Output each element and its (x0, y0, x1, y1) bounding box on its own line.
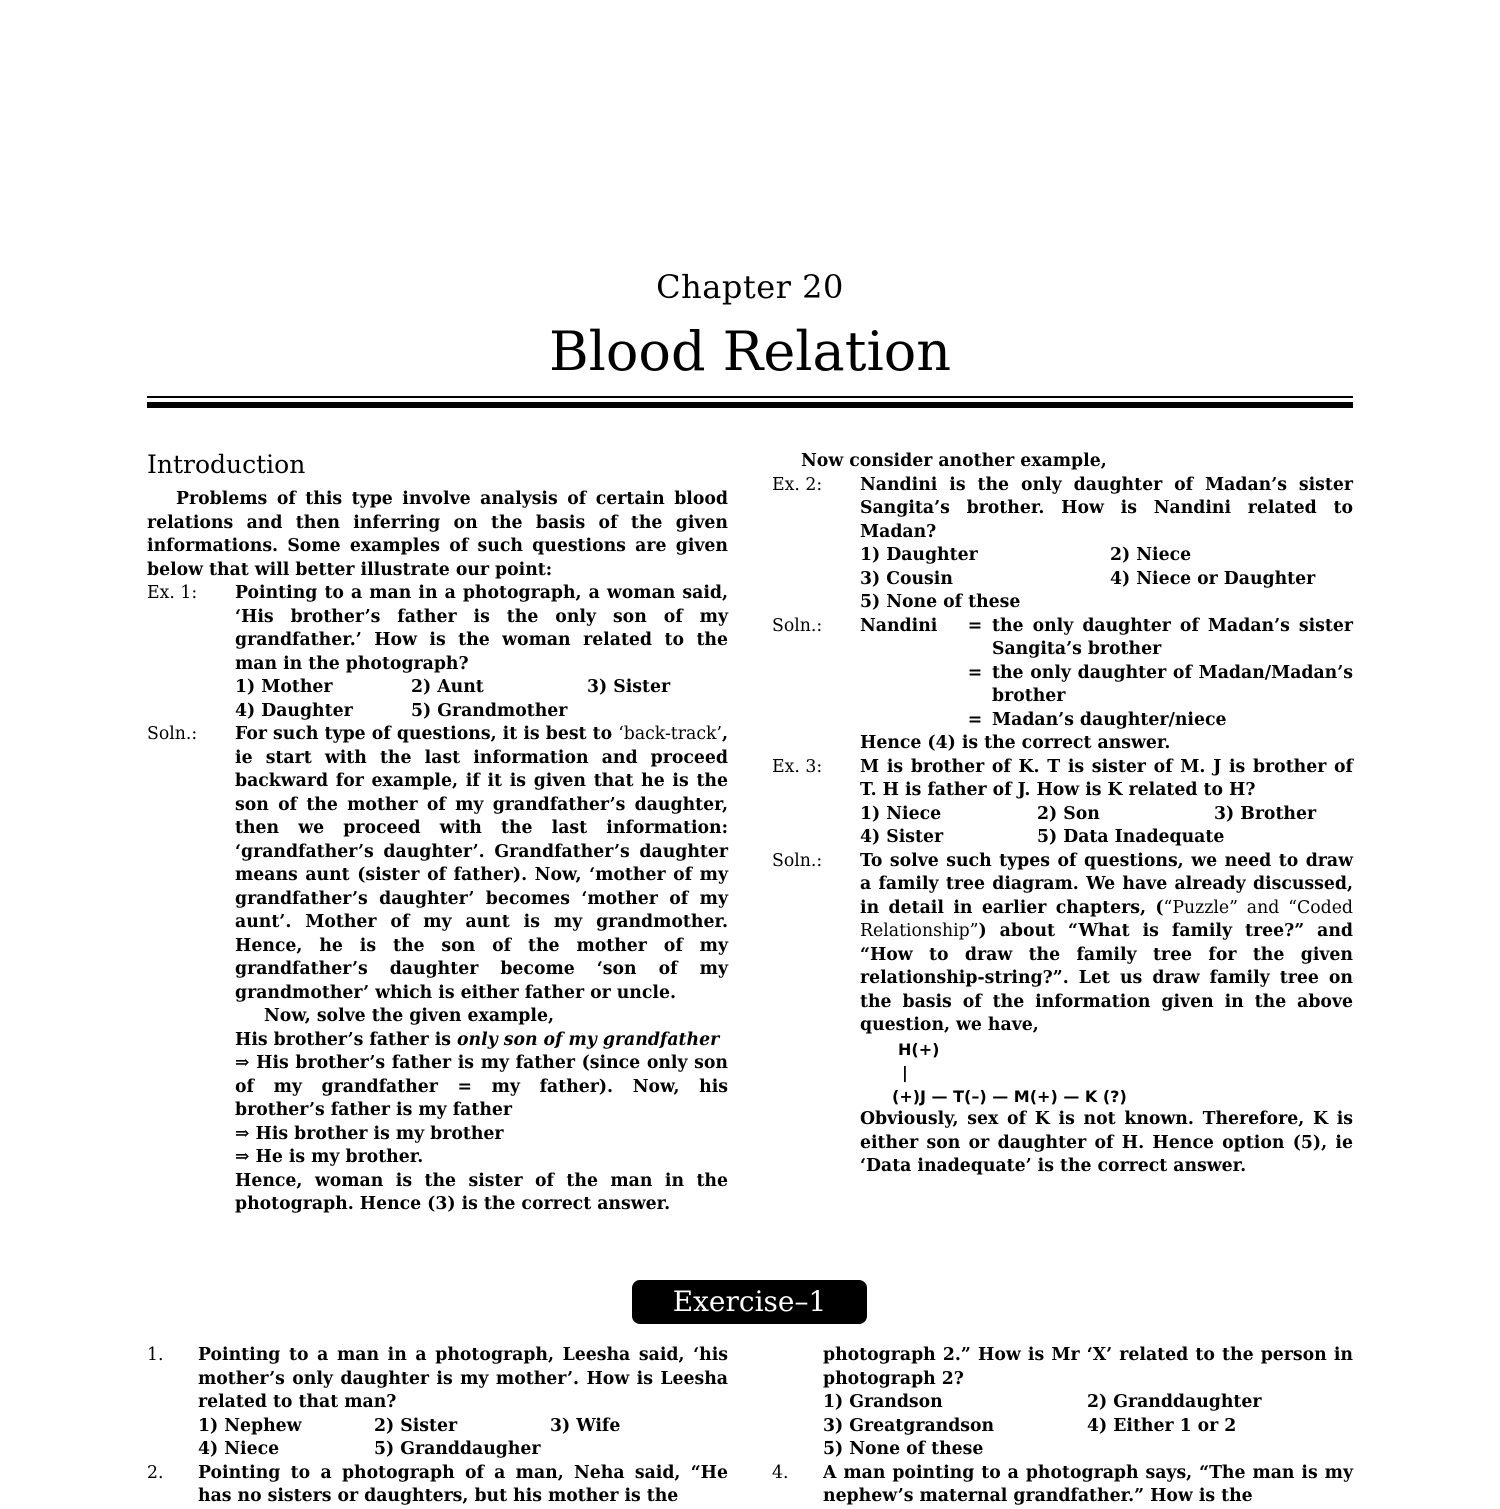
ex1-options-row1 (235, 676, 728, 700)
q1-number: 1. (147, 1345, 164, 1365)
q3-option-1: 1) Grandson (823, 1392, 943, 1412)
ex3-option-3: 3) Brother (1214, 803, 1317, 824)
soln2-line1: Nandini = the only daughter of Madan’s sister Sangita’s brother (860, 615, 1353, 659)
ex3-option-1: 1) Niece (860, 803, 942, 824)
q3-text: photograph 2.” How is Mr ‘X’ related to the person in photograph 2? (823, 1345, 1353, 1389)
ex1-option-5: 5) Grandmother (411, 700, 568, 721)
ex3-options-row2 (860, 826, 1353, 850)
exercise-banner: Exercise–1 (632, 1280, 867, 1324)
ex3-option-2: 2) Son (1037, 803, 1100, 824)
chapter-title: Blood Relation (548, 320, 952, 383)
soln3-para2: Obviously, sex of K is not known. Therefore, K is either son or daughter of H. Hence option (5), ie ‘Data inadequate’ is the correct answer. (860, 1109, 1353, 1176)
backtrack-term: ‘back-track’ (618, 724, 722, 744)
example-1 (147, 582, 728, 723)
ex2-option-3: 3) Cousin (860, 568, 953, 589)
ex2-options-row1 (860, 544, 1353, 568)
solution-3 (772, 850, 1353, 1179)
solution-1 (147, 723, 728, 1217)
q2-text: Pointing to a photograph of a man, Neha said, “He has no sisters or daughters, but his mother is the (198, 1462, 728, 1506)
q3-option-2: 2) Granddaughter (1087, 1392, 1262, 1412)
soln2-line2: = the only daughter of Madan/Madan’s brother (967, 662, 1353, 706)
ex2-question: Nandini is the only daughter of Madan’s sister Sangita’s brother. How is Nandini related to Madan? (860, 474, 1353, 542)
question-3-continued (823, 1344, 1353, 1462)
example-3 (772, 756, 1353, 850)
soln1-para1: For such type of questions, it is best to ‘back-track’, ie start with the last information and proceed backward for example, if it is given that he is the son of the mother of my grandfather’s daughter, then we proceed with the last information: ‘grandfather’s daughter’. Grandfather’s daughter means aunt (sister of father). Now, ‘mother of my grandfather’s daughter’ becomes ‘mother of my aunt’. Mother of my aunt is my grandmother. Hence, he is the son of the mother of my grandfather’s daughter become ‘son of my grandmother’ which is either father or uncle. (235, 724, 728, 1003)
ex2-option-1: 1) Daughter (860, 545, 978, 565)
ex1-label: Ex. 1: (147, 583, 198, 603)
q3-options-row3 (823, 1438, 1353, 1462)
ex3-options-row1 (860, 803, 1353, 827)
q1-options-row1 (198, 1415, 728, 1439)
question-1 (147, 1344, 728, 1462)
title-rule-thin (147, 396, 1353, 398)
soln3-para1: To solve such types of questions, we need to draw a family tree diagram. We have already discussed, in detail in earlier chapters, (“Puzzle” and “Coded Relationship”) about “What is family tree?” and “How to draw the family tree for the given relationship-string?”. Let us draw family tree on the basis of the information given in the above question, we have, (860, 850, 1353, 1035)
ex1-question: Pointing to a man in a photograph, a woman said, ‘His brother’s father is the only son of my grandfather.’ How is the woman related to the man in the photograph? (235, 583, 728, 674)
right-intro: Now consider another example, (801, 451, 1107, 471)
ex1-option-4: 4) Daughter (235, 700, 353, 721)
soln1-para4: ⇒ His brother’s father is my father (since only son of my grandfather = my father). Now, his brother’s father is my father (235, 1053, 728, 1120)
exercise-right-column (772, 1344, 1353, 1509)
q2-number: 2. (147, 1462, 164, 1483)
ex2-label: Ex. 2: (772, 474, 823, 495)
q3-options-row1 (823, 1391, 1353, 1415)
q3-option-3: 3) Greatgrandson (823, 1415, 995, 1436)
chapter-label: Chapter 20 (656, 268, 844, 306)
q4-text: A man pointing to a photograph says, “The man is my nephew’s maternal grandfather.” How is the (823, 1462, 1353, 1506)
q3-option-4: 4) Either 1 or 2 (1087, 1415, 1237, 1436)
tree-connector: | (902, 1063, 908, 1082)
solution-2 (772, 615, 1353, 756)
family-tree (892, 1038, 1353, 1109)
q1-option-5: 5) Granddaugher (374, 1439, 541, 1459)
q1-option-2: 2) Sister (374, 1415, 458, 1436)
soln3-label: Soln.: (772, 850, 823, 871)
ex2-option-5: 5) None of these (860, 592, 1021, 612)
chapter-reference: “Puzzle” and “Coded Relationship” (860, 897, 1353, 941)
soln1-para3: His brother’s father is only son of my grandfather (235, 1029, 720, 1050)
title-rule-thick (147, 402, 1353, 408)
ex2-options-row2 (860, 568, 1353, 592)
ex3-question: M is brother of K. T is sister of M. J is brother of T. H is father of J. How is K related to H? (860, 756, 1353, 800)
ex3-option-4: 4) Sister (860, 827, 944, 847)
example-2 (772, 474, 1353, 615)
intro-heading: Introduction (147, 450, 306, 479)
soln2-line3: = Madan’s daughter/niece (967, 709, 1227, 730)
tree-node-h: H(+) (898, 1039, 940, 1059)
q4-number: 4. (772, 1462, 789, 1483)
left-column (147, 450, 728, 1217)
question-2 (147, 1462, 728, 1509)
soln1-para5: ⇒ His brother is my brother (235, 1123, 504, 1144)
exercise-left-column (147, 1344, 728, 1509)
q3-options-row2 (823, 1415, 1353, 1439)
soln1-label: Soln.: (147, 724, 198, 744)
intro-paragraph: Problems of this type involve analysis of certain blood relations and then inferring on the basis of the given informations. Some examples of such questions are given below that will better illustrate our point: (147, 489, 728, 580)
ex3-option-5: 5) Data Inadequate (1037, 827, 1225, 847)
q1-options-row2 (198, 1438, 728, 1462)
soln1-para7: Hence, woman is the sister of the man in the photograph. Hence (3) is the correct answer. (235, 1170, 728, 1214)
q1-option-1: 1) Nephew (198, 1415, 302, 1436)
ex2-options-row3 (860, 591, 1353, 615)
ex2-option-2: 2) Niece (1110, 545, 1192, 565)
q1-option-4: 4) Niece (198, 1439, 280, 1459)
ex1-option-3: 3) Sister (587, 677, 671, 697)
soln1-para6: ⇒ He is my brother. (235, 1147, 424, 1167)
soln1-para2: Now, solve the given example, (264, 1006, 554, 1026)
q1-text: Pointing to a man in a photograph, Leesha said, ‘his mother’s only daughter is my mother’. How is Leesha related to that man? (198, 1345, 728, 1412)
tree-sibling-row: (+)J — T(–) — M(+) — K (?) (892, 1086, 1127, 1106)
q3-option-5: 5) None of these (823, 1439, 984, 1459)
right-column (772, 450, 1353, 1179)
soln2-conclusion: Hence (4) is the correct answer. (860, 733, 1171, 753)
ex1-option-2: 2) Aunt (411, 677, 484, 697)
ex1-option-1: 1) Mother (235, 677, 333, 697)
ex3-label: Ex. 3: (772, 756, 823, 777)
soln2-label: Soln.: (772, 615, 823, 636)
ex1-options-row2 (235, 700, 728, 724)
question-4 (772, 1462, 1353, 1509)
q1-option-3: 3) Wife (550, 1415, 621, 1436)
ex2-option-4: 4) Niece or Daughter (1110, 568, 1316, 589)
